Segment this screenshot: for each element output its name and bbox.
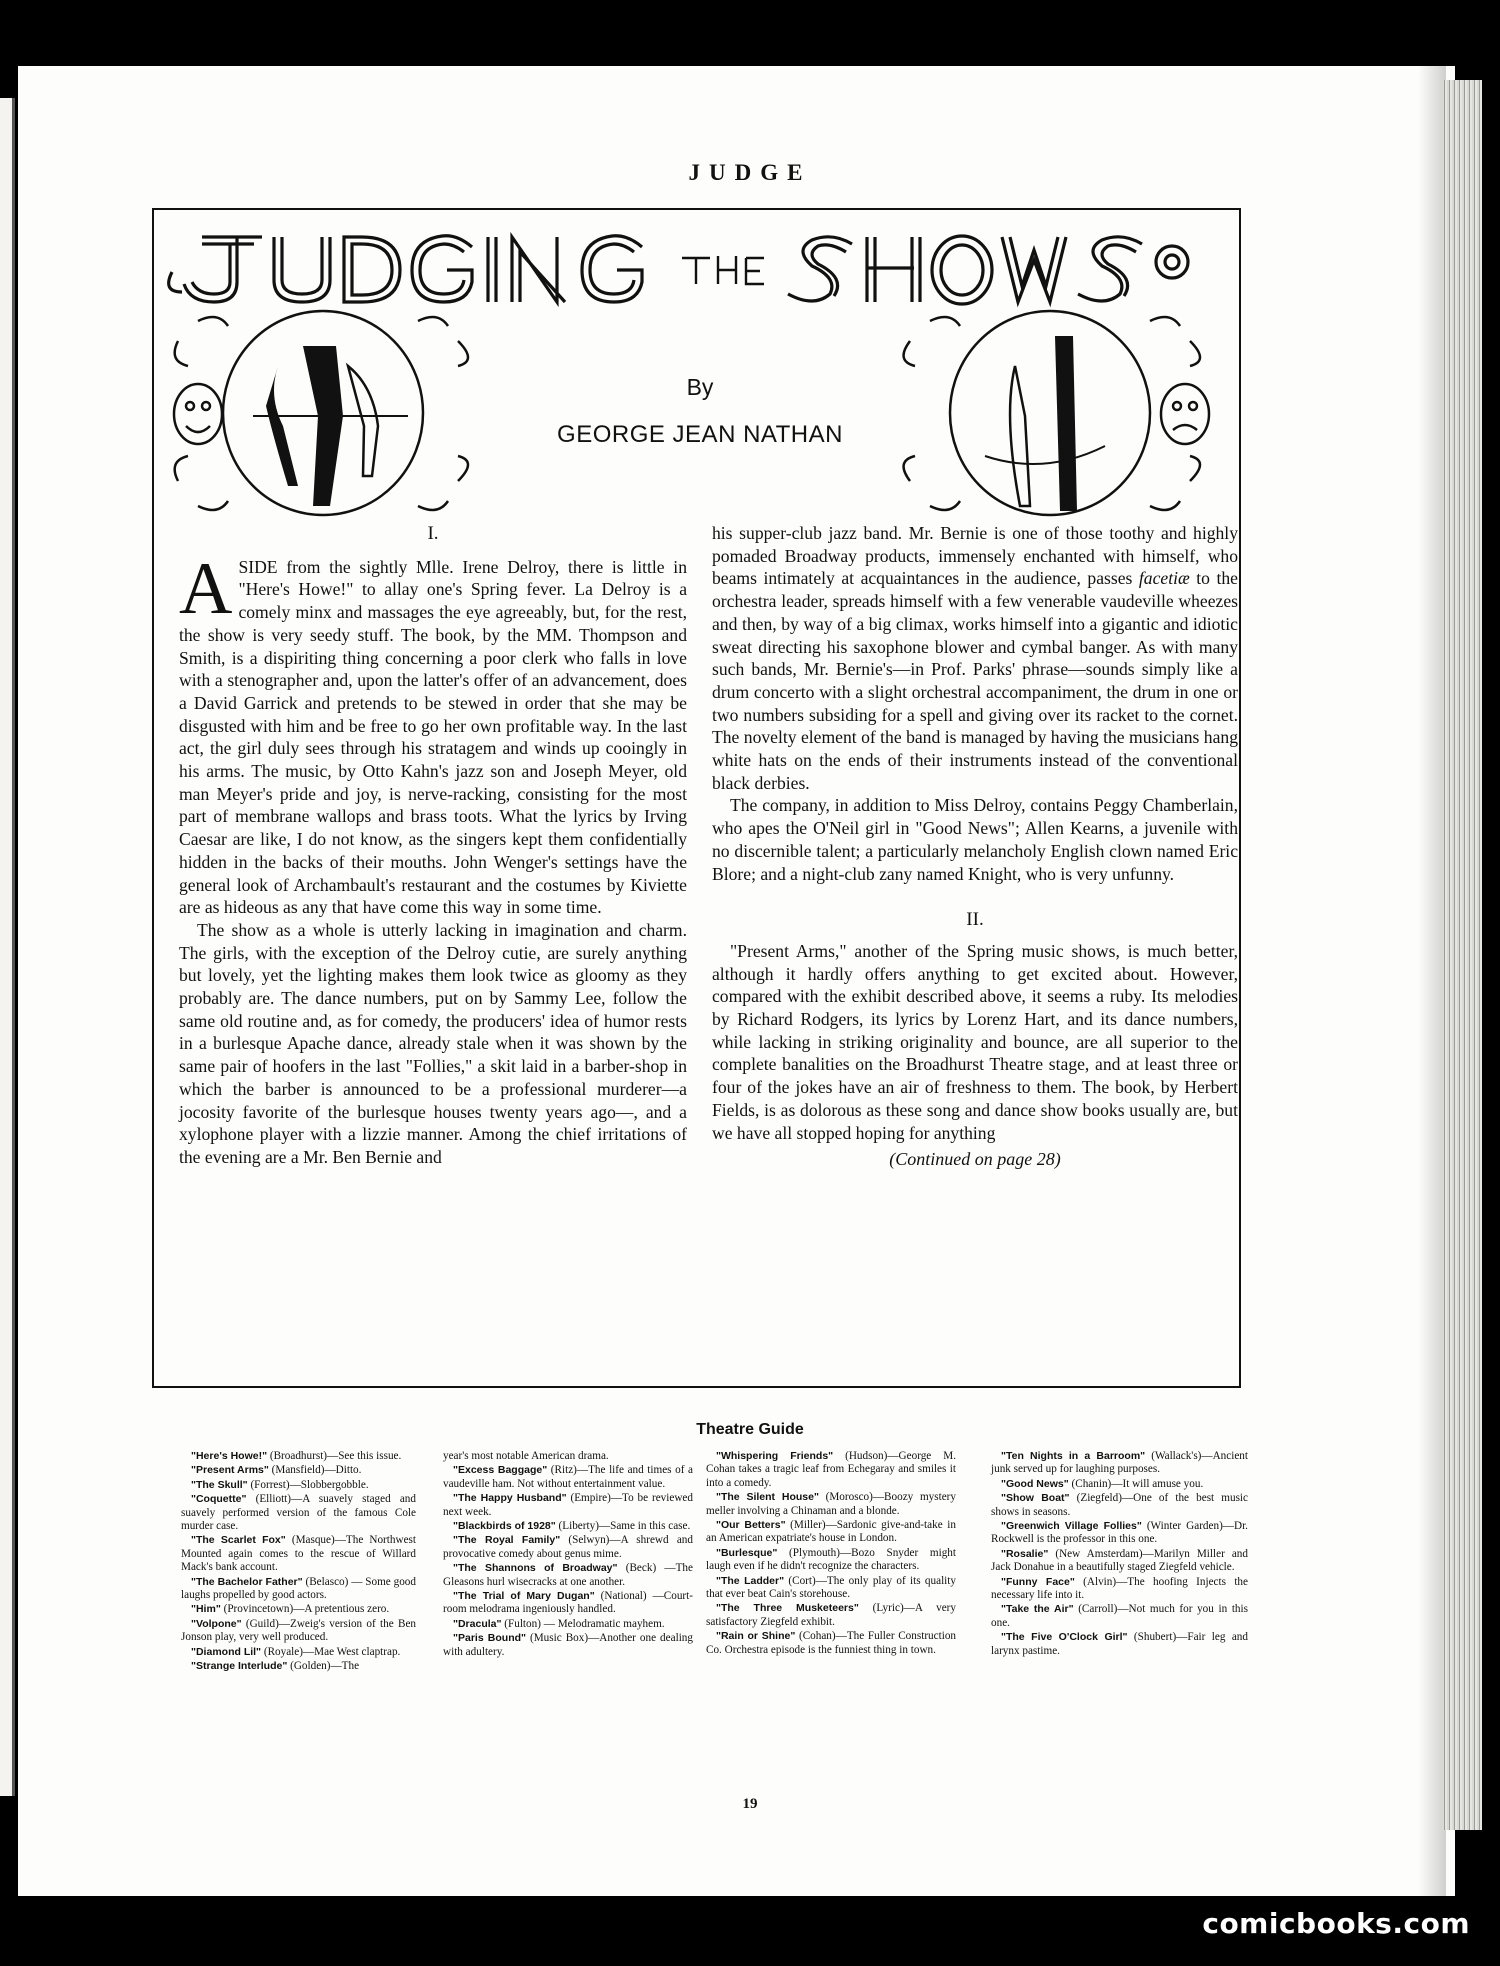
site-watermark: comicbooks.com [1202, 1907, 1470, 1940]
article-paragraph: "Present Arms," another of the Spring music shows, is much better, although it hardly offers anything to get excited about. However, compared with the exhibit described above, it seems a ruby. Its melodies by Richard Rodgers, its lyrics by Lorenz Hart, and its dance numbers, while lacking in striking originality and bounce, are all superior to the complete banalities on the Broadhurst Theatre stage, and at least three or four of the jokes have an air of freshness to them. The book, by Herbert Fields, is as dolorous as these song and dance show books usually are, but we have all stopped hoping for anything [712, 940, 1238, 1143]
dancers-illustration-left [158, 306, 488, 521]
article-column-right [712, 522, 1238, 1171]
guide-show-title: "Dracula" [453, 1617, 502, 1630]
guide-show-title: "Ten Nights in a Barroom" [1001, 1450, 1146, 1462]
guide-show-description: (Ritz)—The life and times of a vaudeville ham. Not without entertainment value. [443, 1464, 693, 1490]
guide-show-title: "Good News" [1001, 1477, 1069, 1490]
article-paragraph: The show as a whole is utterly lacking in imagination and charm. The girls, with the exception of the Delroy cutie, are surely anything but lovely, yet the lighting makes them look twice as gloomy as they probably are. The dance numbers, put on by Sammy Lee, follow the same old routine and, as for comedy, the producers' idea of humor rests in a burlesque Apache dance, already stale when it was shown by the same pair of hoofers in the last "Follies," a skit laid in a barber-shop in which the barber is announced to be a professional murderer—a jocosity favorite of the burlesque houses twenty years ago—, and a xylophone player with a lizzie manner. Among the chief irritations of the evening are a Mr. Ben Bernie and [179, 919, 687, 1167]
guide-entry [181, 1534, 416, 1574]
guide-show-description: (Chanin)—It will amuse you. [1068, 1477, 1204, 1490]
guide-show-description: (Broadhurst)—See this issue. [267, 1450, 402, 1462]
guide-show-title: "The Trial of Mary Dugan" [453, 1590, 595, 1603]
guide-show-description: (Beck) —The Gleasons hurl wisecracks at one another. [443, 1562, 693, 1588]
guide-entry [991, 1478, 1248, 1491]
italic-word: facetiæ [1138, 568, 1190, 589]
guide-show-title: "Rain or Shine" [716, 1630, 796, 1643]
guide-show-description: (Masque)—The Northwest Mounted again comes to the rescue of Willard Mack's bank account. [181, 1534, 416, 1574]
guide-show-description: (Alvin)—The hoofing Injects the necessary life into it. [991, 1575, 1248, 1602]
left-page-edge [12, 98, 15, 1796]
guide-show-title: "The Three Musketeers" [716, 1602, 859, 1615]
guide-entry [443, 1632, 693, 1659]
guide-show-description: (National) —Court-room melodrama ingeniously handled. [443, 1590, 693, 1616]
guide-show-title: "Greenwich Village Follies" [1001, 1520, 1142, 1533]
guide-show-description: (Winter Garden)—Dr. Rockwell is the professor in this one. [991, 1520, 1248, 1546]
guide-show-title: "The Bachelor Father" [191, 1575, 303, 1588]
guide-show-title: "The Ladder" [716, 1574, 785, 1587]
guide-show-description: (Cohan)—The Fuller Construction Co. Orchestra episode is the funniest thing in town. [706, 1630, 957, 1656]
guide-show-description: (Liberty)—Same in this case. [555, 1520, 691, 1533]
guide-entry [706, 1602, 956, 1629]
guide-entry [443, 1534, 693, 1561]
paragraph-text: his supper-club jazz band. Mr. Bernie is one of those toothy and highly pomaded Broadway products, immensely enchanted with himself, who beams intimately at acquaintances in the audience, passes [712, 523, 1238, 589]
guide-show-description: (Miller)—Sardonic give-and-take in an American expatriate's house in London. [706, 1519, 956, 1545]
guide-show-description: (Elliott)—A suavely staged and suavely performed version of the famous Cole murder case. [181, 1493, 416, 1533]
article-paragraph [179, 547, 687, 919]
guide-show-description: (Forrest)—Slobbergobble. [247, 1478, 369, 1491]
guide-entry [706, 1519, 956, 1546]
guide-show-title: "The Shannons of Broadway" [453, 1562, 618, 1575]
guide-show-description: (Guild)—Zweig's version of the Ben Jonson play, very well produced. [181, 1617, 416, 1644]
guide-show-description: (Music Box)—Another one dealing with adultery. [443, 1632, 693, 1658]
theatre-guide-column-3 [706, 1450, 956, 1658]
section-heading: I. [427, 523, 439, 544]
drop-cap: A [179, 547, 233, 630]
guide-show-title: "The Five O'Clock Girl" [1001, 1631, 1128, 1644]
guide-entry [706, 1450, 956, 1490]
guide-show-title: "Excess Baggage" [453, 1464, 548, 1477]
paragraph-text: to the orchestra leader, spreads himself with a few venerable vaudeville wheezes and then, by way of a big climax, works himself into a gigantic and idiotic sweat directing his saxophone blower and cymbal banger. As with many such bands, Mr. Bernie's—in Prof. Parks' phrase—sounds simply like a drum concerto with a slight orchestral accompaniment, the drum in one or two numbers subsiding for a spell and giving over its racket to the cornet. The novelty element of the band is managed by having the musicians hang white hats on the ends of their instruments instead of the conventional black derbies. [712, 568, 1238, 793]
guide-entry [706, 1630, 956, 1657]
byline [480, 374, 920, 449]
guide-entry [181, 1493, 416, 1533]
guide-entry-continuation: year's most notable American drama. [443, 1450, 609, 1462]
guide-show-description: (New Amsterdam)—Marilyn Miller and Jack Donahue in a beautifully staged Ziegfeld vehicle. [991, 1547, 1248, 1574]
guide-entry [181, 1576, 416, 1603]
continued-note: (Continued on page 28) [889, 1149, 1061, 1170]
guide-entry [991, 1548, 1248, 1575]
guide-show-title: "Take the Air" [1001, 1603, 1074, 1616]
guide-entry [991, 1520, 1248, 1547]
paragraph-text: SIDE from the sightly Mlle. Irene Delroy, there is little in "Here's Howe!" to allay one's Spring fever. La Delroy is a comely minx and massages the eye agreeably, but, for the rest, the show is very seedy stuff. The book, by the MM. Thompson and Smith, is a dispiriting thing concerning a poor clerk who falls in love with a stenographer and, upon the latter's offer of an advancement, does a David Garrick and pretends to be stewed in order that she may be disgusted with him and be free to go her own profitable way. In the last act, the girl duly sees through his stratagem and winds up cooingly in his arms. The music, by Otto Kahn's jazz son and Joseph Meyer, old man Meyer's pride and joy, is nerve-racking, consisting for the most part of membrane wallops and brass toots. What the lyrics by Irving Caesar are like, I do not know, as the singers kept them confidentially hidden in the backs of their mouths. John Wenger's settings have the general look of Archambault's restaurant and the costumes by Kiviette are as hideous as any that have come this way in some time. [179, 556, 687, 918]
guide-entry [181, 1464, 416, 1477]
guide-show-title: "Present Arms" [191, 1464, 269, 1477]
guide-entry [443, 1492, 693, 1519]
page-stack-edges [1442, 80, 1482, 1830]
guide-show-title: "Diamond Lil" [191, 1645, 262, 1658]
guide-show-description: (Wallack's)—Ancient junk served up for laughing purposes. [991, 1450, 1249, 1476]
author-name: GEORGE JEAN NATHAN [557, 421, 843, 448]
theatre-guide-title: Theatre Guide [696, 1421, 804, 1438]
guide-show-title: "Paris Bound" [453, 1632, 526, 1645]
guide-show-title: "Whispering Friends" [716, 1450, 834, 1462]
guide-show-title: "The Happy Husband" [453, 1492, 567, 1505]
guide-entry [181, 1660, 416, 1673]
guide-show-title: "Burlesque" [716, 1546, 778, 1559]
feature-title-art [162, 222, 1227, 312]
theatre-guide-column-2 [443, 1450, 693, 1660]
guide-show-description: (Ziegfeld)—One of the best music shows in seasons. [991, 1492, 1248, 1518]
guide-show-description: (Belasco) — Some good laughs propelled by good actors. [181, 1575, 416, 1602]
guide-entry [443, 1618, 693, 1631]
guide-entry [181, 1479, 416, 1492]
guide-show-title: "Rosalie" [1001, 1547, 1049, 1560]
guide-entry [706, 1575, 956, 1602]
section-heading: II. [966, 909, 984, 931]
guide-show-description: (Selwyn)—A shrewd and provocative comedy about genus mime. [443, 1534, 693, 1560]
guide-show-title: "Blackbirds of 1928" [453, 1520, 556, 1533]
left-page-sliver [0, 98, 12, 1796]
guide-entry [443, 1590, 693, 1617]
guide-entry [991, 1450, 1248, 1477]
guide-entry [991, 1576, 1248, 1603]
magazine-name: JUDGE [688, 160, 812, 185]
guide-entry [181, 1450, 416, 1463]
article-paragraph [712, 522, 1238, 794]
byline-by: By [686, 374, 714, 400]
guide-show-description: (Cort)—The only play of its quality that ever beat Cain's storehouse. [706, 1574, 956, 1601]
guide-show-description: (Mansfield)—Ditto. [268, 1464, 362, 1477]
guide-show-description: (Provincetown)—A pretentious zero. [220, 1603, 390, 1616]
guide-entry [181, 1618, 416, 1645]
article-column-left [179, 523, 687, 1169]
guide-show-description: (Golden)—The [287, 1660, 360, 1673]
guide-show-description: (Morosco)—Boozy mystery meller involving a Chinaman and a blonde. [706, 1491, 956, 1517]
page-number: 19 [742, 1796, 758, 1812]
theatre-guide-column-1 [181, 1450, 416, 1675]
guide-entry [706, 1491, 956, 1518]
guide-entry [181, 1603, 416, 1616]
guide-show-title: "The Royal Family" [453, 1534, 561, 1547]
guide-show-title: "Show Boat" [1001, 1492, 1070, 1505]
guide-show-title: "The Skull" [191, 1478, 248, 1491]
guide-show-title: "Him" [191, 1603, 221, 1616]
guide-show-description: (Hudson)—George M. Cohan takes a tragic leaf from Echegaray and smiles it into a comedy. [706, 1450, 956, 1489]
guide-show-title: "Our Betters" [716, 1519, 786, 1532]
guide-show-description: (Empire)—To be reviewed next week. [443, 1492, 693, 1518]
guide-entry [443, 1562, 693, 1589]
guide-show-title: "Funny Face" [1001, 1575, 1075, 1588]
guide-show-description: (Carroll)—Not much for you in this one. [991, 1603, 1248, 1629]
guide-entry [706, 1547, 956, 1574]
guide-show-description: (Fulton) — Melodramatic mayhem. [501, 1617, 665, 1630]
dancers-illustration-right [885, 306, 1225, 521]
guide-entry [443, 1464, 693, 1491]
guide-show-title: "Strange Interlude" [191, 1660, 288, 1673]
guide-show-description: (Royale)—Mae West claptrap. [261, 1645, 401, 1658]
guide-show-title: "Coquette" [191, 1493, 247, 1506]
guide-show-title: "The Scarlet Fox" [191, 1534, 286, 1547]
guide-show-title: "Here's Howe!" [191, 1450, 268, 1462]
guide-show-description: (Plymouth)—Bozo Snyder might laugh even if he didn't recognize the characters. [706, 1546, 956, 1573]
theatre-guide-column-4 [991, 1450, 1248, 1659]
guide-entry [991, 1603, 1248, 1630]
guide-show-title: "The Silent House" [716, 1491, 819, 1504]
guide-entry [991, 1631, 1248, 1658]
guide-entry [991, 1492, 1248, 1519]
guide-show-description: (Lyric)—A very satisfactory Ziegfeld exhibit. [706, 1602, 956, 1628]
guide-show-title: "Volpone" [191, 1617, 242, 1630]
article-paragraph: The company, in addition to Miss Delroy, contains Peggy Chamberlain, who apes the O'Neil girl in "Good News"; Allen Kearns, a juvenile with no discernible talent; a particularly melancholy English clown named Eric Blore; and a night-club zany named Knight, who is very unfunny. [712, 795, 1238, 884]
guide-entry [181, 1646, 416, 1659]
guide-show-description: (Shubert)—Fair leg and larynx pastime. [991, 1631, 1248, 1657]
guide-entry [443, 1520, 693, 1533]
